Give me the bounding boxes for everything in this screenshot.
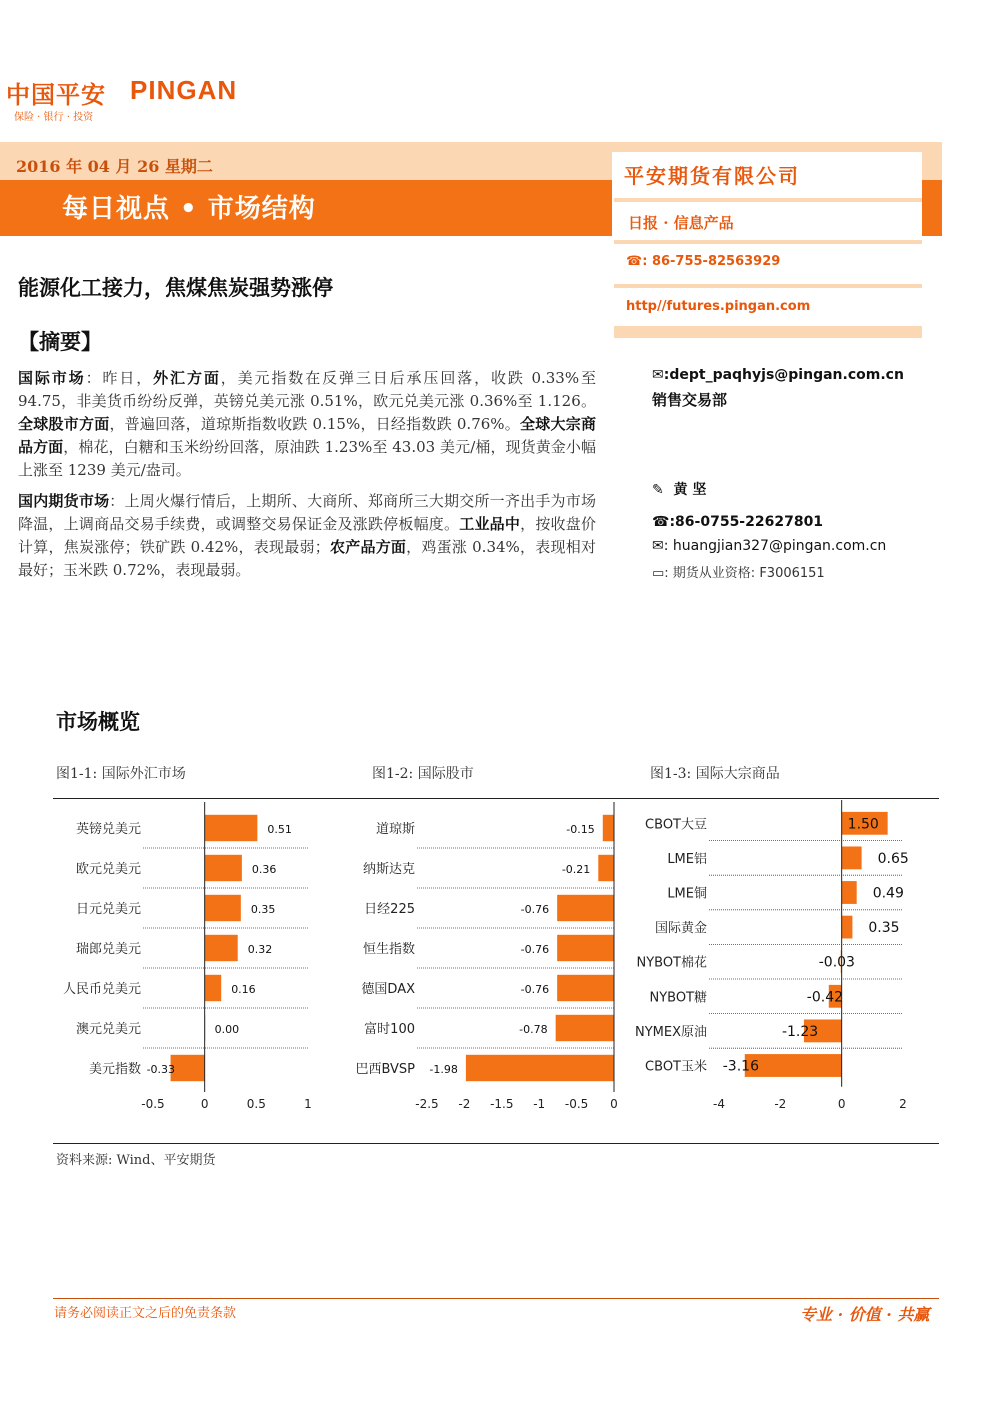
bar	[842, 881, 857, 904]
mail-icon: ✉	[652, 538, 664, 554]
tick-label: 1	[304, 1097, 312, 1111]
tick-label: -2	[774, 1097, 787, 1111]
side-divider	[614, 284, 922, 288]
analyst-license	[652, 562, 825, 581]
data-label: 0.49	[872, 885, 904, 902]
category-label: 富时100	[364, 1022, 415, 1037]
pen-icon: ✎	[652, 482, 664, 498]
abstract-heading: 【摘要】	[18, 330, 102, 354]
chart-title-stocks: 图1-2: 国际股市	[372, 766, 474, 782]
tick-label: 0.5	[246, 1097, 266, 1111]
bar	[205, 855, 242, 881]
bar	[466, 1055, 614, 1081]
bar	[557, 935, 614, 961]
tick-label: 2	[899, 1097, 907, 1111]
category-label: 美元指数	[88, 1062, 141, 1077]
category-label: 国际黄金	[654, 921, 707, 937]
company-phone	[626, 254, 780, 269]
analyst-name	[652, 479, 706, 499]
category-label: CBOT大豆	[645, 817, 707, 833]
tick-label: 0	[837, 1097, 846, 1111]
data-label: 0.35	[868, 920, 900, 937]
category-label: 日经225	[364, 902, 415, 917]
category-label: 恒生指数	[362, 942, 415, 957]
category-label: 欧元兑美元	[75, 862, 141, 877]
analyst-name-text: 黄 坚	[673, 482, 707, 498]
category-label: NYBOT棉花	[636, 955, 707, 971]
data-label: 0.51	[267, 823, 292, 836]
data-source: 资料来源: Wind、平安期货	[56, 1153, 216, 1168]
side-band-right-dark	[922, 180, 942, 236]
abstract-paragraph-2: 国内期货市场：上周火爆行情后，上期所、大商所、郑商所三大期交所一齐出手为市场降温，上调商品交易手续费，或调整交易保证金及涨跌停板幅度。工业品中，按收盘价计算，焦炭涨停；铁矿跌 0.42%，表现最弱；农产品方面，鸡蛋涨 0.34%，表现相对最好；玉米跌 0.72%，表现最弱。	[18, 492, 596, 579]
charts-area	[0, 800, 992, 1120]
category-label: 纳斯达克	[362, 862, 415, 877]
report-date: 2016 年 04 月 26 星期二	[16, 157, 213, 176]
category-label: 英镑兑美元	[75, 822, 141, 837]
tick-label: -4	[713, 1097, 725, 1111]
tick-label: 0	[610, 1097, 618, 1111]
mail-icon: ✉	[652, 367, 664, 383]
bar	[205, 895, 241, 921]
analyst-phone-text: :86-0755-22627801	[669, 514, 824, 530]
category-label: LME铝	[667, 851, 707, 867]
company-phone-number: 86-755-82563929	[651, 254, 781, 269]
data-label: 0.36	[251, 863, 277, 876]
analyst-email-text: : huangjian327@pingan.com.cn	[663, 538, 887, 554]
data-label: 1.50	[847, 816, 879, 833]
data-label: -1.98	[429, 1063, 458, 1076]
market-overview-heading: 市场概览	[56, 710, 140, 734]
data-label: -0.76	[520, 903, 550, 916]
bar	[598, 855, 614, 881]
bar	[842, 846, 862, 869]
data-label: 0.00	[214, 1023, 240, 1036]
abstract-paragraph-1: 国际市场：昨日，外汇方面，美元指数在反弹三日后承压回落，收跌 0.33%至 94.75，非美货币纷纷反弹，英镑兑美元涨 0.51%，欧元兑美元涨 0.36%至 1.126。全球股市方面，普遍回落，道琼斯指数收跌 0.15%，日经指数跌 0.76%。全球大宗商品方面，棉花，白糖和玉米纷纷回落，原油跌 1.23%至 43.03 美元/桶，现货黄金小幅上涨至 1239 美元/盎司。	[18, 369, 596, 479]
headline: 能源化工接力，焦煤焦炭强势涨停	[18, 276, 333, 300]
bar	[557, 895, 614, 921]
dept-email-text: :dept_paqhyjs@pingan.com.cn	[663, 367, 904, 383]
chart-title-commodities: 图1-3: 国际大宗商品	[650, 766, 780, 782]
bar	[171, 1055, 205, 1081]
bar	[205, 975, 222, 1001]
phone-icon: ☎:	[626, 254, 648, 269]
category-label: LME铜	[667, 886, 707, 902]
tick-label: -1.5	[490, 1097, 514, 1111]
tick-label: 0	[200, 1097, 209, 1111]
report-title: 每日视点 • 市场结构	[62, 194, 316, 224]
side-band-bottom	[614, 326, 922, 338]
side-divider	[614, 198, 922, 202]
data-label: -1.23	[781, 1023, 819, 1040]
chart-bottom-rule	[53, 1143, 939, 1144]
book-icon: ▭	[652, 566, 665, 581]
slogan: 专业 · 价值 · 共赢	[800, 1305, 930, 1324]
data-label: 0.65	[877, 850, 909, 867]
logo-en: PINGAN	[130, 75, 238, 105]
company-url[interactable]: http//futures.pingan.com	[626, 299, 811, 314]
footer-rule	[53, 1298, 939, 1299]
tick-label: -0.5	[141, 1097, 165, 1111]
data-label: -0.21	[561, 863, 591, 876]
bar	[556, 1015, 614, 1041]
analyst-email[interactable]	[652, 538, 886, 554]
category-label: 德国DAX	[361, 982, 415, 997]
bar	[603, 815, 614, 841]
tick-label: -2	[458, 1097, 471, 1111]
logo-subtitle: 保险 · 银行 · 投资	[14, 112, 94, 123]
tick-label: -1	[533, 1097, 546, 1111]
analyst-license-text: : 期货从业资格: F3006151	[664, 566, 825, 581]
bar	[205, 815, 258, 841]
data-label: 0.32	[247, 943, 273, 956]
category-label: CBOT玉米	[645, 1059, 707, 1075]
data-label: -0.78	[519, 1023, 548, 1036]
category-label: 巴西BVSP	[355, 1062, 415, 1077]
bar	[205, 935, 238, 961]
report-type-tag: 日报 · 信息产品	[628, 214, 734, 232]
bar	[745, 1054, 842, 1077]
data-label: -0.76	[520, 983, 550, 996]
side-divider	[614, 240, 922, 244]
side-band-top	[612, 142, 942, 152]
side-band-right-light	[922, 142, 942, 182]
data-label: -0.03	[818, 954, 855, 971]
data-label: 0.16	[231, 983, 256, 996]
data-label: 0.35	[250, 903, 276, 916]
category-label: 澳元兑美元	[75, 1022, 141, 1037]
tick-label: -2.5	[415, 1097, 439, 1111]
phone-icon: ☎	[652, 514, 670, 530]
data-label: -3.16	[722, 1058, 759, 1075]
category-label: NYMEX原油	[634, 1024, 707, 1040]
company-name: 平安期货有限公司	[624, 164, 800, 188]
dept-name: 销售交易部	[652, 391, 728, 409]
bar	[842, 916, 853, 939]
chart-title-fx: 图1-1: 国际外汇市场	[56, 766, 186, 782]
bar	[557, 975, 614, 1001]
disclaimer-link[interactable]: 请务必阅读正文之后的免责条款	[54, 1306, 237, 1321]
analyst-phone	[652, 514, 823, 530]
category-label: 人民币兑美元	[62, 982, 141, 997]
data-label: -0.76	[520, 943, 550, 956]
data-label: -0.42	[806, 989, 844, 1006]
tick-label: -0.5	[564, 1097, 589, 1111]
category-label: 道琼斯	[375, 822, 415, 837]
category-label: NYBOT糖	[649, 990, 707, 1006]
logo-cn: 中国平安	[6, 81, 106, 109]
category-label: 日元兑美元	[75, 902, 141, 917]
data-label: -0.15	[566, 823, 595, 836]
dept-email[interactable]	[652, 367, 904, 383]
data-label: -0.33	[146, 1063, 176, 1076]
chart-top-rule	[53, 798, 939, 799]
category-label: 瑞郎兑美元	[75, 942, 141, 957]
